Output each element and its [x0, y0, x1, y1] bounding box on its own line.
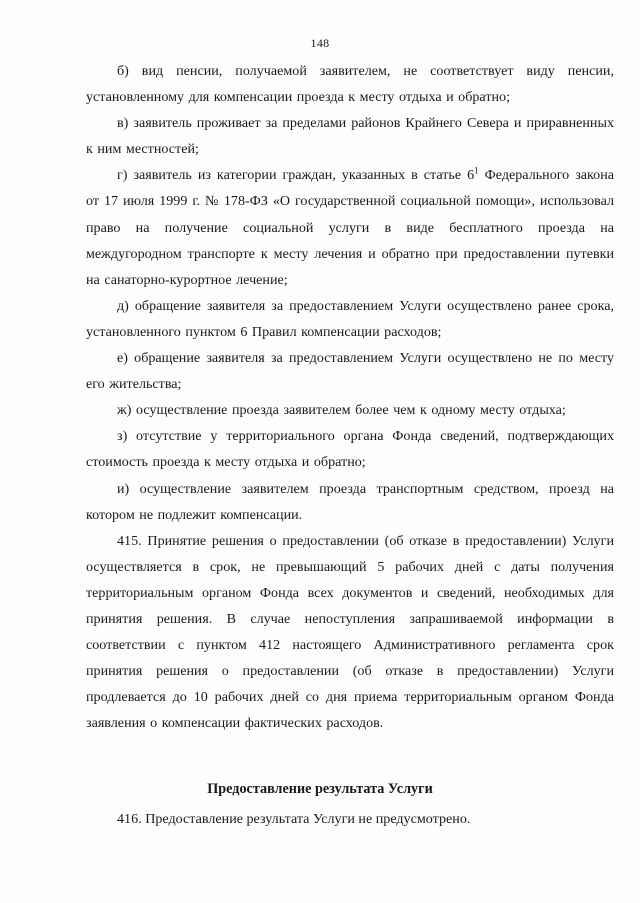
paragraph-z: з) отсутствие у территориального органа Фонда сведений, подтверждающих стоимость проезда к месту отдыха и обратно;	[86, 428, 614, 471]
paragraph-416: 416. Предоставление результата Услуги не предусмотрено.	[117, 811, 471, 827]
section-heading: Предоставление результата Услуги	[207, 781, 433, 797]
paragraph-g-start: г) заявитель из категории граждан, указанных в статье 6	[117, 167, 475, 184]
paragraph-g	[86, 162, 614, 292]
paragraph-zh: ж) осуществление проезда заявителем более чем к одному месту отдыха;	[117, 402, 566, 419]
page-number: 148	[310, 36, 330, 50]
superscript-1: 1	[474, 165, 479, 176]
paragraph-v: в) заявитель проживает за пределами районов Крайнего Севера и приравненных к ним местностей;	[86, 115, 614, 158]
paragraph-g-rest: Федерального закона от 17 июля 1999 г. № 178-ФЗ «О государственной социальной помощи», использовал право на получение социальной услуги в виде бесплатного проезда на междугородном транспорте к месту лечения и обратно при предоставлении путевки на санаторно-курортное лечение;	[86, 167, 615, 288]
paragraph-e: е) обращение заявителя за предоставлением Услуги осуществлено не по месту его жительства;	[86, 350, 614, 393]
paragraph-415: 415. Принятие решения о предоставлении (об отказе в предоставлении) Услуги осуществляется в срок, не превышающий 5 рабочих дней с даты получения территориальным органом Фонда всех документов и сведений, необходимых для принятия решения. В случае непоступления запрашиваемой информации в соответствии с пунктом 412 настоящего Административного регламента срок принятия решения о предоставлении (об отказе в предоставлении) Услуги продлевается до 10 рабочих дней со дня приема территориальным органом Фонда заявления о компенсации фактических расходов.	[86, 532, 614, 732]
paragraph-i: и) осуществление заявителем проезда транспортным средством, проезд на котором не подлежит компенсации.	[86, 480, 614, 523]
paragraph-b: б) вид пенсии, получаемой заявителем, не соответствует виду пенсии, установленному для компенсации проезда к месту отдыха и обратно;	[86, 63, 614, 106]
paragraph-d: д) обращение заявителя за предоставлением Услуги осуществлено ранее срока, установленного пунктом 6 Правил компенсации расходов;	[86, 297, 614, 340]
body-text	[86, 58, 614, 736]
